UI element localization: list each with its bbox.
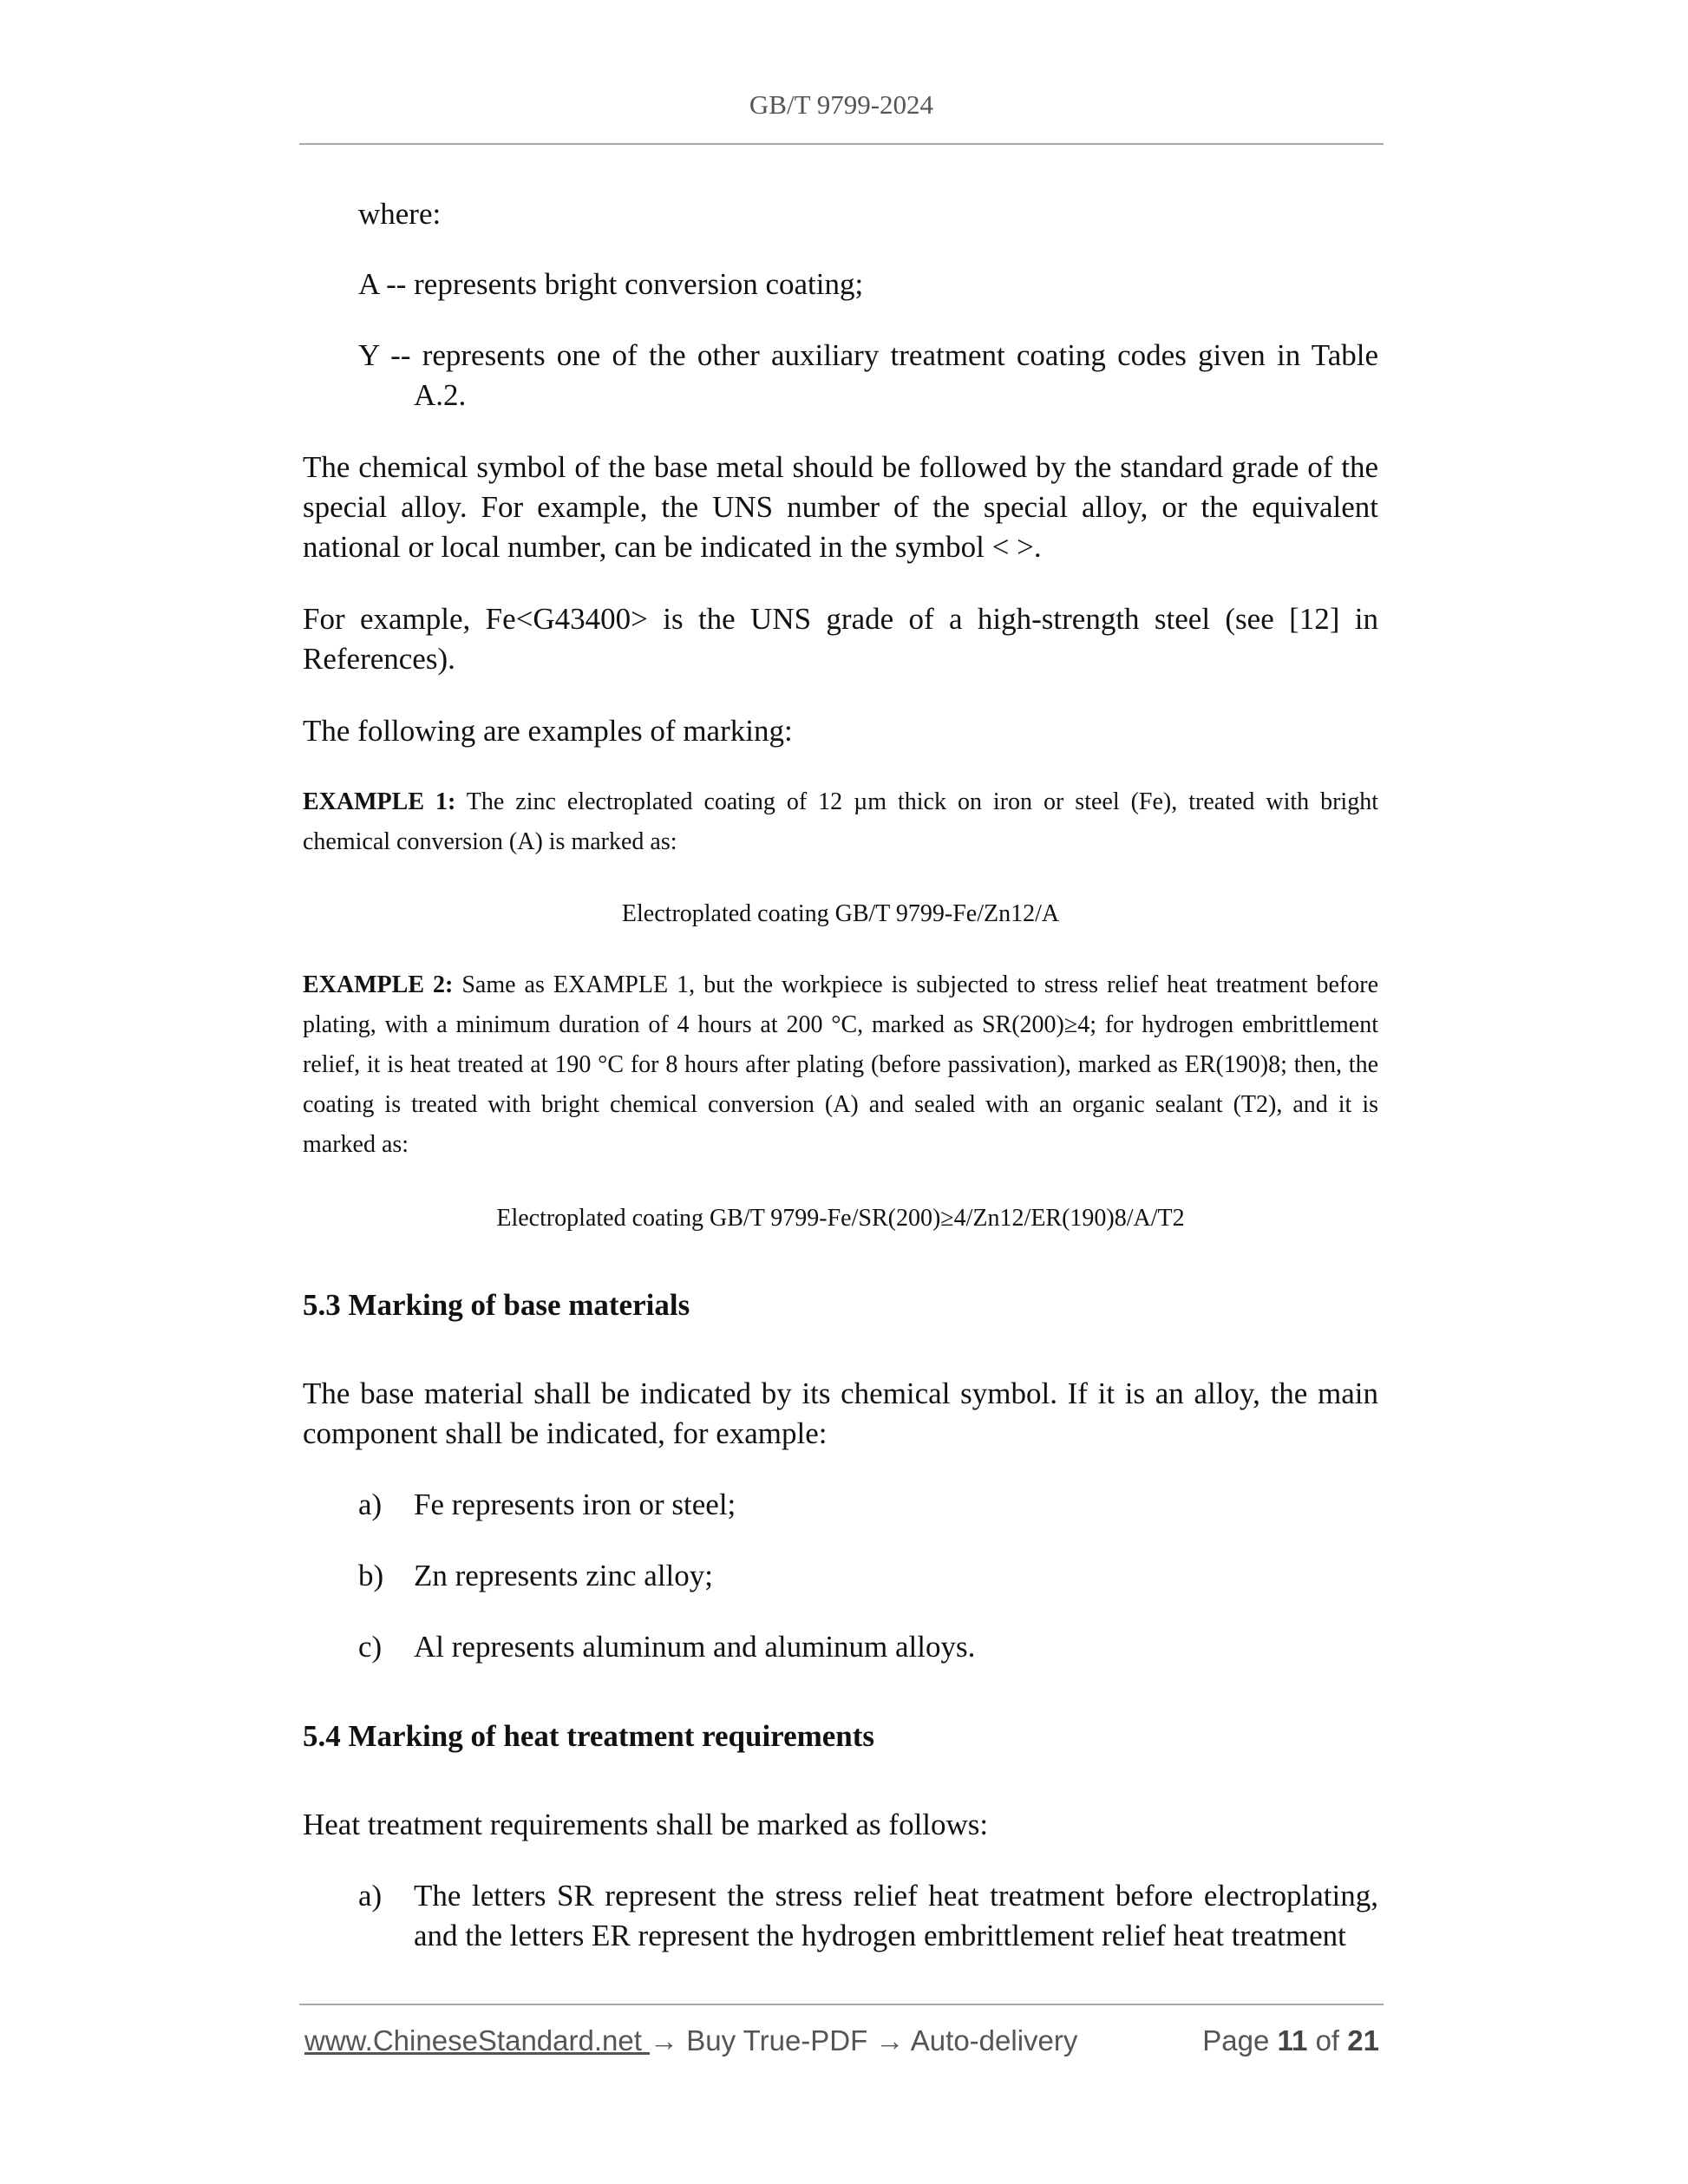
example-2-label: EXAMPLE 2: — [303, 971, 454, 998]
page-current: 11 — [1277, 2024, 1308, 2056]
example-1-label: EXAMPLE 1: — [303, 788, 456, 815]
example-1 — [303, 782, 1378, 862]
example-1-marking: Electroplated coating GB/T 9799-Fe/Zn12/A — [621, 900, 1060, 927]
list-marker: a) — [358, 1879, 383, 1913]
paragraph-uns-example: For example, Fe<G43400> is the UNS grade of a high-strength steel (see [12] in References). — [303, 602, 1378, 676]
example-2-text: Same as EXAMPLE 1, but the workpiece is subjected to stress relief heat treatment before plating, with a minimum duration of 4 hours at 200 °C, marked as SR(200)≥4; for hydrogen embrittlement relief, it is heat treated at 190 °C for 8 hours after plating (before passivation), marked as ER(190)8; then, the coating is treated with bright chemical conversion (A) and sealed with an organic sealant (T2), and it is marked as: — [303, 971, 1378, 1158]
list-item-text: Al represents aluminum and aluminum alloys. — [414, 1630, 976, 1664]
section-5-4-intro: Heat treatment requirements shall be marked as follows: — [303, 1808, 989, 1841]
page-word: Page — [1202, 2024, 1270, 2056]
list-marker: c) — [358, 1630, 383, 1664]
list-marker: b) — [358, 1559, 384, 1592]
example-2 — [303, 965, 1378, 1165]
footer-divider — [299, 2004, 1384, 2005]
list-item-text: The letters SR represent the stress relief heat treatment before electroplating, and the letters ER represent the hydrogen embrittlement relief heat treatment — [414, 1879, 1378, 1952]
example-1-text: The zinc electroplated coating of 12 µm thick on iron or steel (Fe), treated with bright chemical conversion (A) is marked as: — [303, 788, 1378, 855]
list-item-text: Zn represents zinc alloy; — [414, 1559, 714, 1592]
where-label: where: — [358, 197, 442, 231]
footer-tagline: → Buy True-PDF → Auto-delivery — [650, 2024, 1078, 2056]
paragraph-base-metal: The chemical symbol of the base metal should be followed by the standard grade of the special alloy. For example, the UNS number of the special alloy, or the equivalent national or local number, can be indicated in the symbol < >. — [303, 450, 1378, 564]
site-link[interactable]: www.ChineseStandard.net — [304, 2024, 651, 2056]
definition-a: A -- represents bright conversion coating; — [358, 267, 864, 301]
section-5-3-intro: The base material shall be indicated by its chemical symbol. If it is an alloy, the main component shall be indicated, for example: — [303, 1376, 1378, 1450]
paragraph-marking-intro: The following are examples of marking: — [303, 714, 793, 748]
header-divider — [299, 143, 1384, 145]
page-total: 21 — [1347, 2024, 1379, 2056]
definition-y: Y -- represents one of the other auxiliary treatment coating codes given in Table A.2. — [358, 338, 1378, 412]
of-word: of — [1315, 2024, 1340, 2056]
document-header: GB/T 9799-2024 — [749, 89, 934, 120]
list-marker: a) — [358, 1488, 383, 1521]
page-indicator — [1180, 2024, 1379, 2057]
section-5-3-heading: 5.3 Marking of base materials — [303, 1288, 690, 1322]
section-5-4-heading: 5.4 Marking of heat treatment requirements — [303, 1719, 875, 1753]
footer-promo — [304, 2024, 1077, 2057]
example-2-marking: Electroplated coating GB/T 9799-Fe/SR(200)≥4/Zn12/ER(190)8/A/T2 — [496, 1205, 1185, 1232]
list-item-text: Fe represents iron or steel; — [414, 1488, 736, 1521]
